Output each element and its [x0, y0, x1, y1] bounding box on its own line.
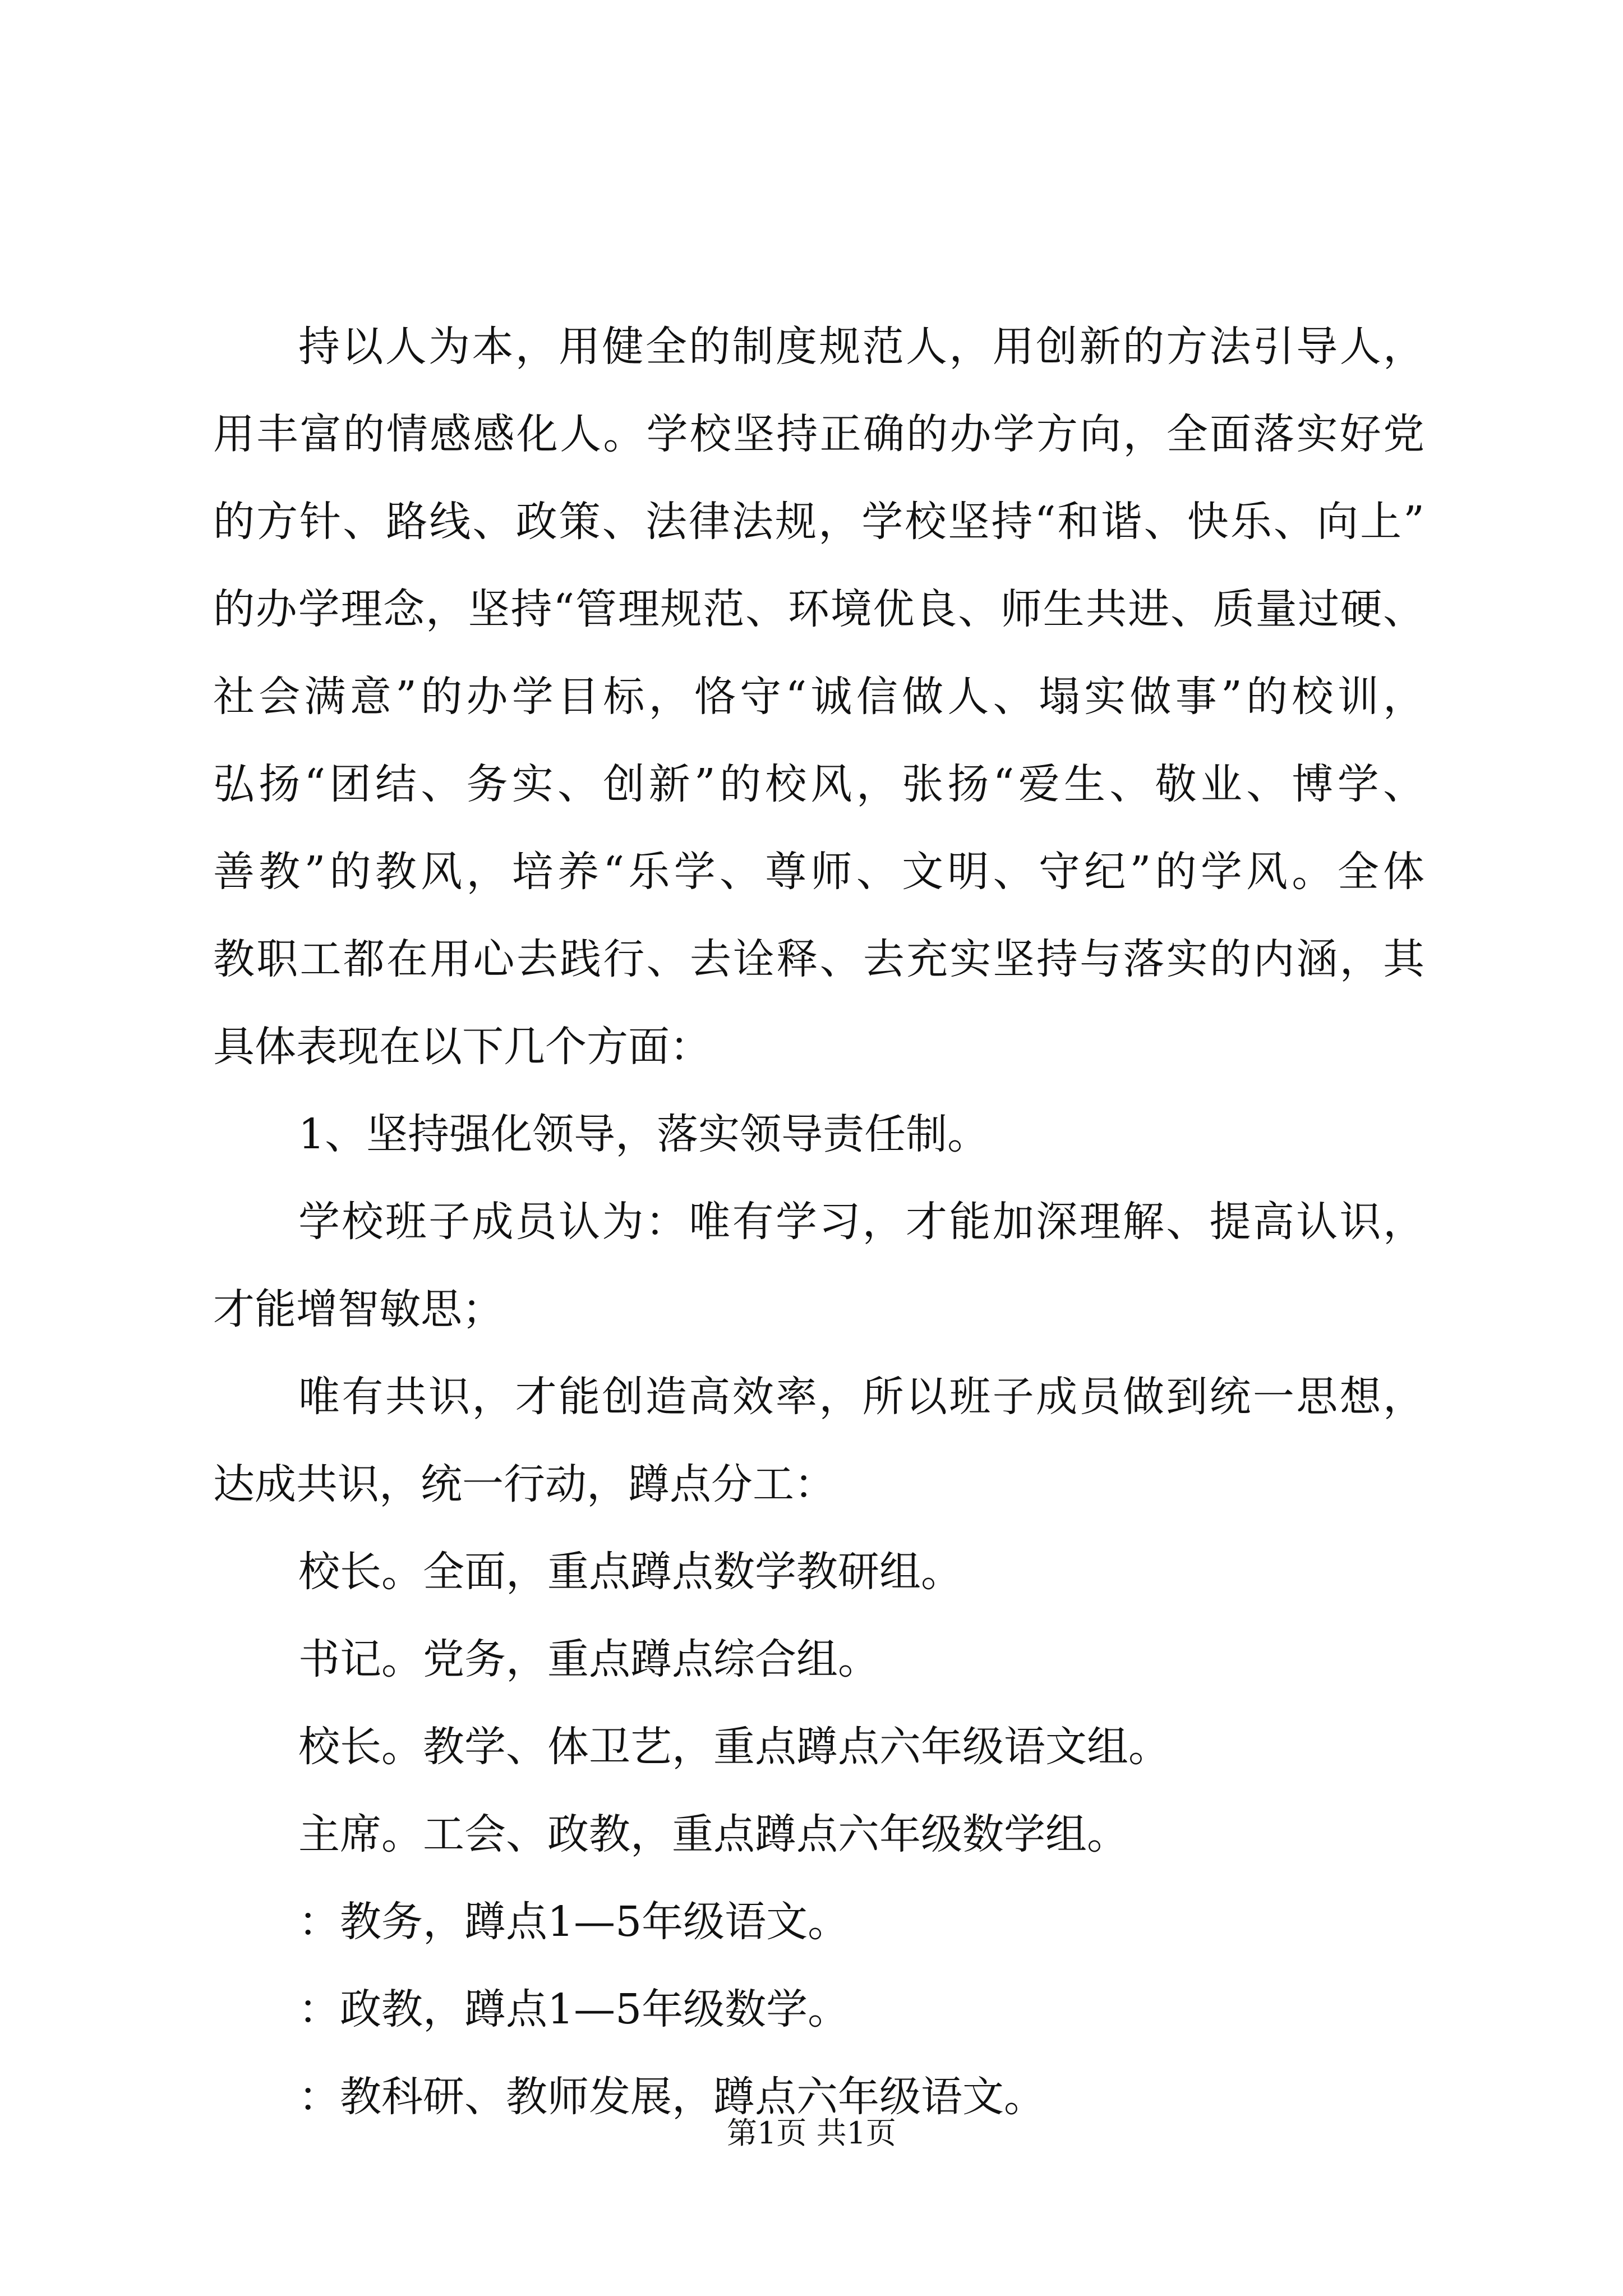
paragraph-line: 的方针、路线、政策、法律法规，学校坚持“和谐、快乐、向上”: [213, 498, 1424, 546]
duty-item: ：教科研、教师发展，蹲点六年级语文。: [298, 2073, 1045, 2121]
paragraph-line: 具体表现在以下几个方面：: [213, 1023, 711, 1071]
paragraph-line: 社会满意”的办学目标，恪守“诚信做人、塌实做事”的校训，: [213, 673, 1424, 721]
paragraph-line: 唯有共识，才能创造高效率，所以班子成员做到统一思想，: [298, 1373, 1424, 1421]
paragraph-line: 达成共识，统一行动，蹲点分工：: [213, 1460, 836, 1508]
paragraph-line: 学校班子成员认为：唯有学习，才能加深理解、提高认识，: [298, 1198, 1424, 1246]
duty-item: 校长。教学、体卫艺，重点蹲点六年级语文组。: [298, 1723, 1170, 1771]
page-footer: [0, 2109, 1623, 2152]
duty-item: 校长。全面，重点蹲点数学教研组。: [298, 1548, 962, 1596]
paragraph-line: 教职工都在用心去践行、去诠释、去充实坚持与落实的内涵，其: [213, 935, 1424, 983]
paragraph-line: 弘扬“团结、务实、创新”的校风，张扬“爱生、敬业、博学、: [213, 760, 1424, 808]
paragraph-line: 用丰富的情感感化人。学校坚持正确的办学方向，全面落实好党: [213, 410, 1424, 458]
duty-item: ：政教，蹲点1—5年级数学。: [298, 1985, 850, 2033]
document-body: [213, 303, 1424, 2141]
paragraph-line: 的办学理念，坚持“管理规范、环境优良、师生共进、质量过硬、: [213, 585, 1424, 633]
duty-item: ：教务，蹲点1—5年级语文。: [298, 1898, 850, 1946]
paragraph-line: 持以人为本，用健全的制度规范人，用创新的方法引导人，: [298, 323, 1424, 371]
duty-item: 主席。工会、政教，重点蹲点六年级数学组。: [298, 1810, 1128, 1858]
page-number: 第1页 共1页: [727, 2115, 896, 2151]
duty-item: 书记。党务，重点蹲点综合组。: [298, 1635, 879, 1683]
paragraph-line: 才能增智敏思；: [213, 1285, 504, 1333]
paragraph-line: 善教”的教风，培养“乐学、尊师、文明、守纪”的学风。全体: [213, 848, 1424, 896]
section-heading: 1、坚持强化领导，落实领导责任制。: [298, 1110, 989, 1158]
